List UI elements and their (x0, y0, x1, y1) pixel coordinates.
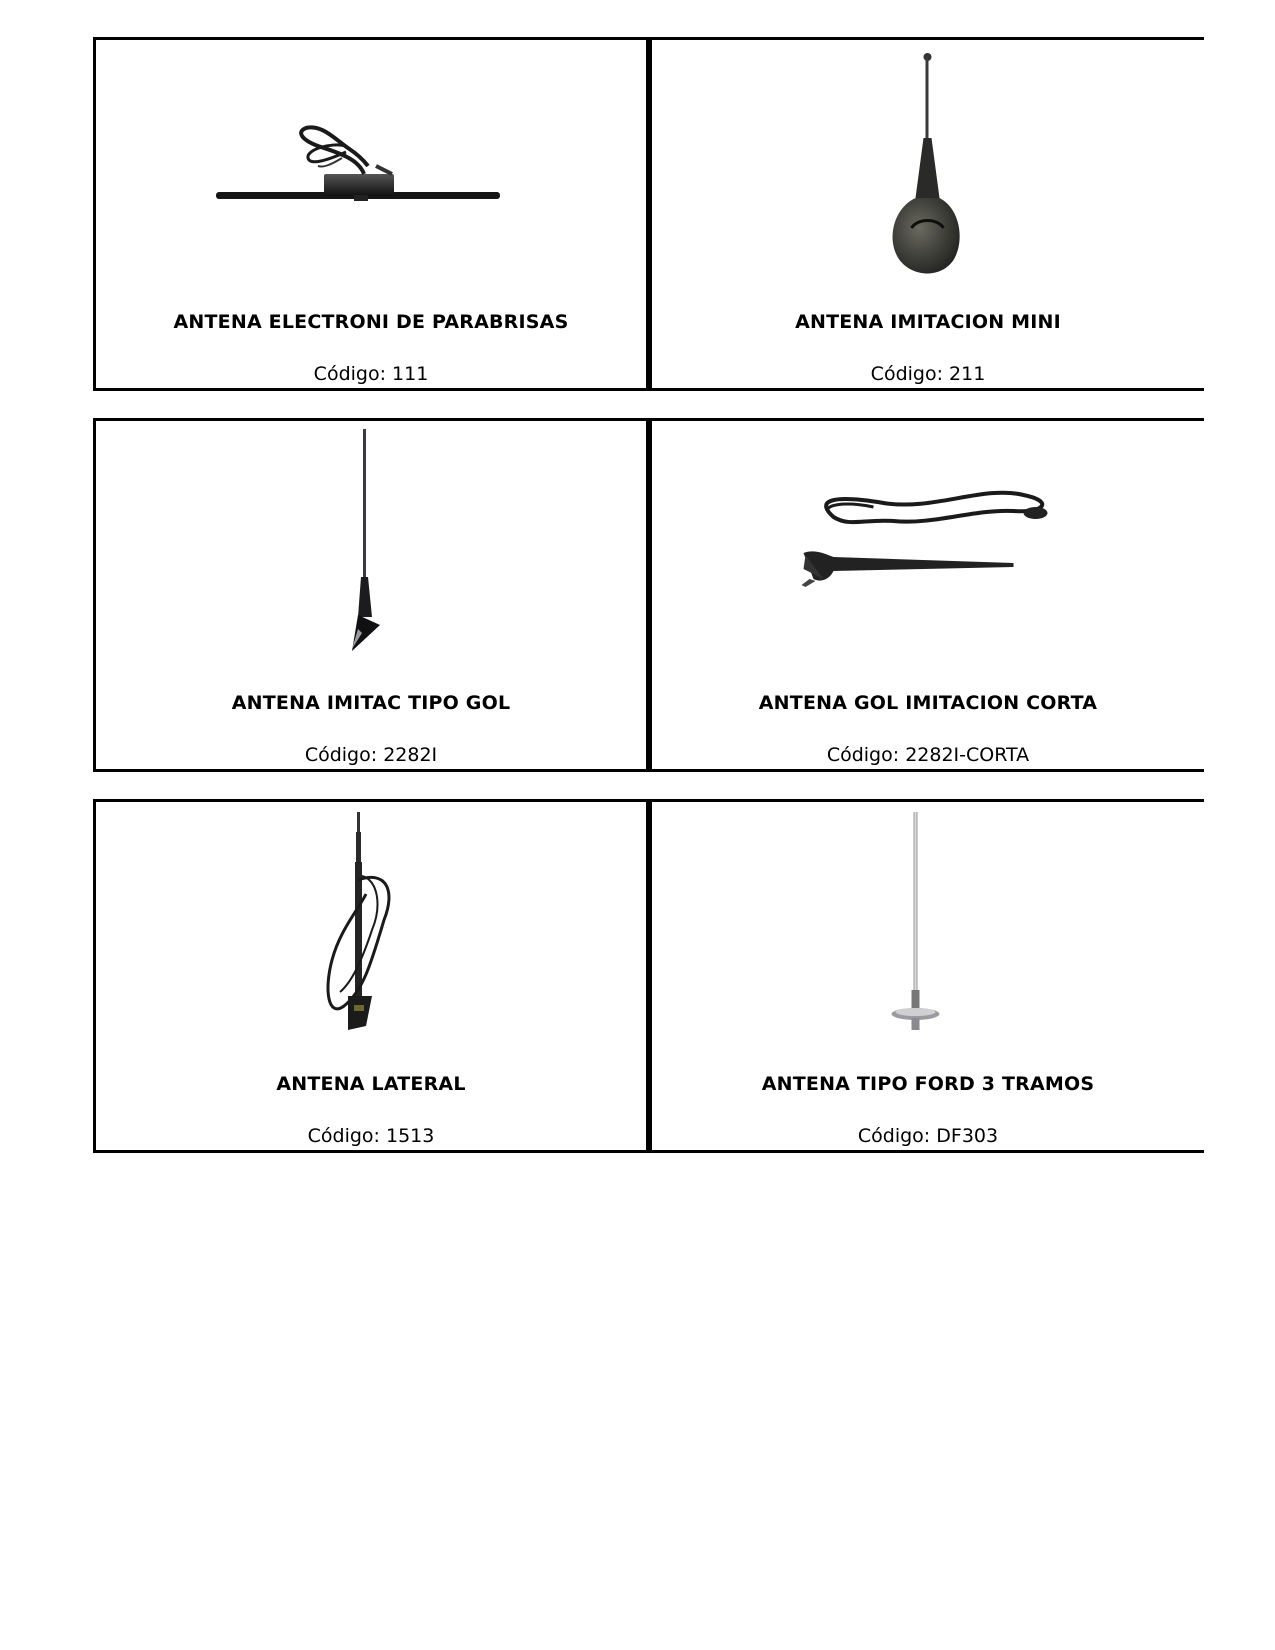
product-card (649, 418, 1204, 772)
product-card (93, 799, 649, 1153)
product-card (649, 37, 1204, 391)
product-code (96, 363, 646, 385)
code-label: Código: (857, 1125, 931, 1147)
code-label: Código: (313, 363, 386, 385)
product-image (652, 810, 1204, 1042)
product-code (652, 363, 1204, 385)
product-code (96, 1125, 646, 1147)
code-value: DF303 (936, 1125, 999, 1147)
product-title: ANTENA TIPO FORD 3 TRAMOS (761, 1073, 1095, 1095)
code-label: Código: (826, 744, 900, 766)
code-value: 2282I (383, 744, 438, 766)
windshield-antenna-icon (96, 48, 646, 280)
gol-antenna-icon (96, 429, 646, 661)
code-value: 2282I-CORTA (905, 744, 1030, 766)
product-image (652, 48, 1204, 280)
short-gol-antenna-icon (652, 429, 1204, 661)
code-label: Código: (307, 1125, 380, 1147)
product-card (93, 37, 649, 391)
code-value: 111 (392, 363, 429, 385)
product-title: ANTENA IMITACION MINI (795, 311, 1061, 333)
product-title: ANTENA ELECTRONI DE PARABRISAS (173, 311, 569, 333)
product-title: ANTENA GOL IMITACION CORTA (758, 692, 1098, 714)
code-label: Código: (870, 363, 943, 385)
product-title: ANTENA LATERAL (276, 1073, 466, 1095)
product-code (96, 744, 646, 766)
ford-antenna-icon (652, 810, 1204, 1042)
product-code (652, 744, 1204, 766)
product-image (96, 48, 646, 280)
product-image (652, 429, 1204, 661)
product-card (93, 418, 649, 772)
product-title: ANTENA IMITAC TIPO GOL (231, 692, 511, 714)
code-label: Código: (304, 744, 378, 766)
product-code (652, 1125, 1204, 1147)
code-value: 1513 (386, 1125, 435, 1147)
product-card (649, 799, 1204, 1153)
product-image (96, 810, 646, 1042)
product-image (96, 429, 646, 661)
code-value: 211 (949, 363, 986, 385)
lateral-antenna-icon (96, 810, 646, 1042)
mini-antenna-icon (652, 48, 1204, 280)
